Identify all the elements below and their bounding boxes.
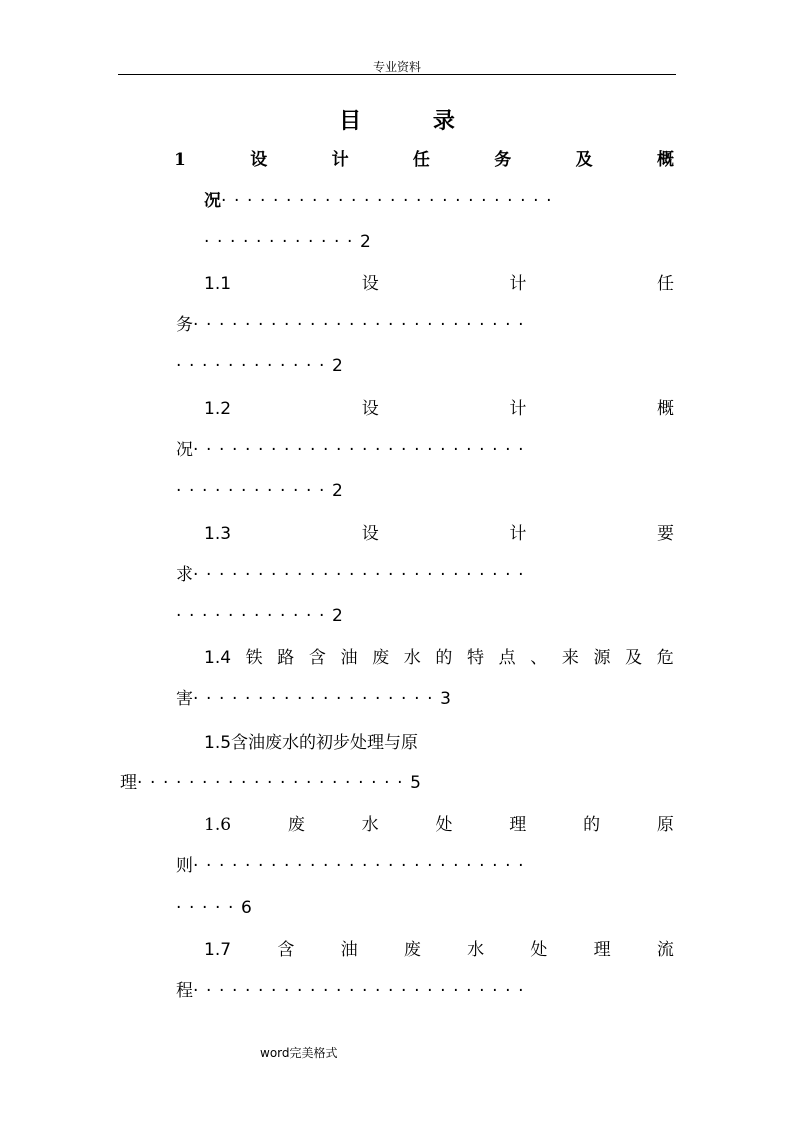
toc-page-number: 2 (332, 481, 343, 501)
toc-entry-1[interactable] (174, 148, 674, 172)
toc-title: 目 录 (339, 109, 487, 134)
toc-page-number: 3 (440, 689, 451, 709)
toc-leader-dots: ·························· (221, 191, 560, 211)
toc-entry-1-5-cont (120, 771, 421, 795)
toc-entry-number: 1.1 (204, 274, 232, 294)
toc-entry-1-6-cont (176, 854, 531, 878)
toc-text: 则 (176, 856, 193, 876)
toc-char: 设 (361, 274, 379, 294)
toc-entry-1-3-cont (176, 563, 531, 587)
toc-char: 水 (467, 940, 485, 960)
toc-entry-1-3-page-line (176, 604, 343, 628)
toc-char: 油 (340, 648, 358, 668)
toc-entry-1-4-cont (176, 687, 451, 711)
toc-leader-dots: ····················· (137, 773, 411, 793)
toc-page-number: 2 (332, 356, 343, 376)
toc-entry-1-3[interactable] (204, 522, 674, 546)
toc-char: 理 (593, 940, 611, 960)
toc-leader-dots: ·························· (193, 981, 532, 1001)
toc-page-number: 2 (360, 232, 371, 252)
toc-char: 含 (277, 940, 295, 960)
toc-text: 务 (176, 315, 193, 335)
toc-entry-1-2[interactable] (204, 397, 674, 421)
toc-entry-number: 1.3 (204, 524, 232, 544)
toc-char: 处 (530, 940, 548, 960)
toc-char: 点 (498, 648, 516, 668)
header-text: 专业资料 (372, 60, 421, 74)
toc-char: 设 (250, 150, 268, 170)
toc-leader-dots: ·························· (193, 856, 532, 876)
toc-char: 处 (435, 815, 453, 835)
toc-char: 任 (656, 274, 674, 294)
toc-char: 特 (467, 648, 485, 668)
toc-char: 理 (509, 815, 527, 835)
toc-char: 源 (593, 648, 611, 668)
toc-char: 废 (287, 815, 305, 835)
toc-entry-number: 1.2 (204, 399, 232, 419)
toc-char: 计 (509, 399, 527, 419)
toc-char: 铁 (245, 648, 263, 668)
toc-entry-1-7-cont (176, 979, 531, 1003)
toc-entry-number: 1.4 (204, 648, 232, 668)
toc-text: 况 (176, 440, 193, 460)
toc-char: 计 (509, 524, 527, 544)
toc-page-number: 5 (410, 773, 421, 793)
toc-leader-dots: ············ (176, 481, 333, 501)
toc-char: 计 (331, 150, 349, 170)
toc-entry-1-4[interactable] (204, 646, 674, 670)
toc-leader-dots: ·························· (193, 565, 532, 585)
toc-leader-dots: ············ (176, 356, 333, 376)
toc-text: 理 (120, 773, 137, 793)
toc-char: 概 (657, 150, 674, 170)
toc-char: 来 (561, 648, 579, 668)
toc-char: 油 (340, 940, 358, 960)
toc-char: 任 (412, 150, 430, 170)
toc-char: 要 (656, 524, 674, 544)
toc-entry-1-1-page-line (176, 354, 343, 378)
toc-char: 的 (435, 648, 453, 668)
toc-char: 设 (361, 524, 379, 544)
toc-char: 危 (656, 648, 674, 668)
toc-leader-dots: ············ (176, 606, 333, 626)
toc-entry-1-2-page-line (176, 479, 343, 503)
toc-page-number: 2 (332, 606, 343, 626)
toc-text: 含油废水的初步处理与原 (231, 733, 419, 753)
toc-entry-number: 1.6 (204, 815, 232, 835)
toc-entry-number: 1.5 (204, 733, 232, 753)
toc-leader-dots: ·························· (193, 315, 532, 335)
toc-leader-dots: ··················· (193, 689, 441, 709)
toc-entry-1-7[interactable] (204, 938, 674, 962)
toc-char: 水 (403, 648, 421, 668)
toc-entry-1-1[interactable] (204, 272, 674, 296)
toc-char: 废 (372, 648, 390, 668)
toc-char: 废 (403, 940, 421, 960)
toc-entry-number: 1 (174, 150, 186, 170)
toc-char: 路 (277, 648, 295, 668)
toc-char: 及 (625, 648, 643, 668)
toc-char: 流 (656, 940, 674, 960)
toc-char: 原 (656, 815, 674, 835)
toc-text: 况 (204, 191, 221, 211)
toc-page-number: 6 (241, 898, 252, 918)
footer-text: word完美格式 (260, 1046, 338, 1060)
toc-char: 含 (308, 648, 326, 668)
toc-entry-1-6-page-line (176, 896, 252, 920)
toc-leader-dots: ·························· (193, 440, 532, 460)
toc-leader-dots: ············ (204, 232, 361, 252)
toc-char: 计 (509, 274, 527, 294)
toc-entry-1-1-cont (176, 313, 531, 337)
toc-entry-1-5[interactable] (204, 731, 418, 755)
toc-char: 的 (583, 815, 601, 835)
toc-char: 概 (656, 399, 674, 419)
toc-entry-1-6[interactable] (204, 813, 674, 837)
toc-entry-number: 1.7 (204, 940, 232, 960)
toc-char: 水 (361, 815, 379, 835)
toc-entry-1-cont (204, 189, 559, 213)
toc-text: 求 (176, 565, 193, 585)
toc-char: 、 (530, 648, 548, 668)
header-rule (118, 74, 676, 75)
toc-text: 程 (176, 981, 193, 1001)
toc-entry-1-2-cont (176, 438, 531, 462)
toc-char: 务 (494, 150, 512, 170)
toc-char: 设 (361, 399, 379, 419)
toc-text: 害 (176, 689, 193, 709)
toc-char: 及 (575, 150, 593, 170)
toc-entry-1-page-line (204, 230, 371, 254)
toc-leader-dots: ····· (176, 898, 242, 918)
